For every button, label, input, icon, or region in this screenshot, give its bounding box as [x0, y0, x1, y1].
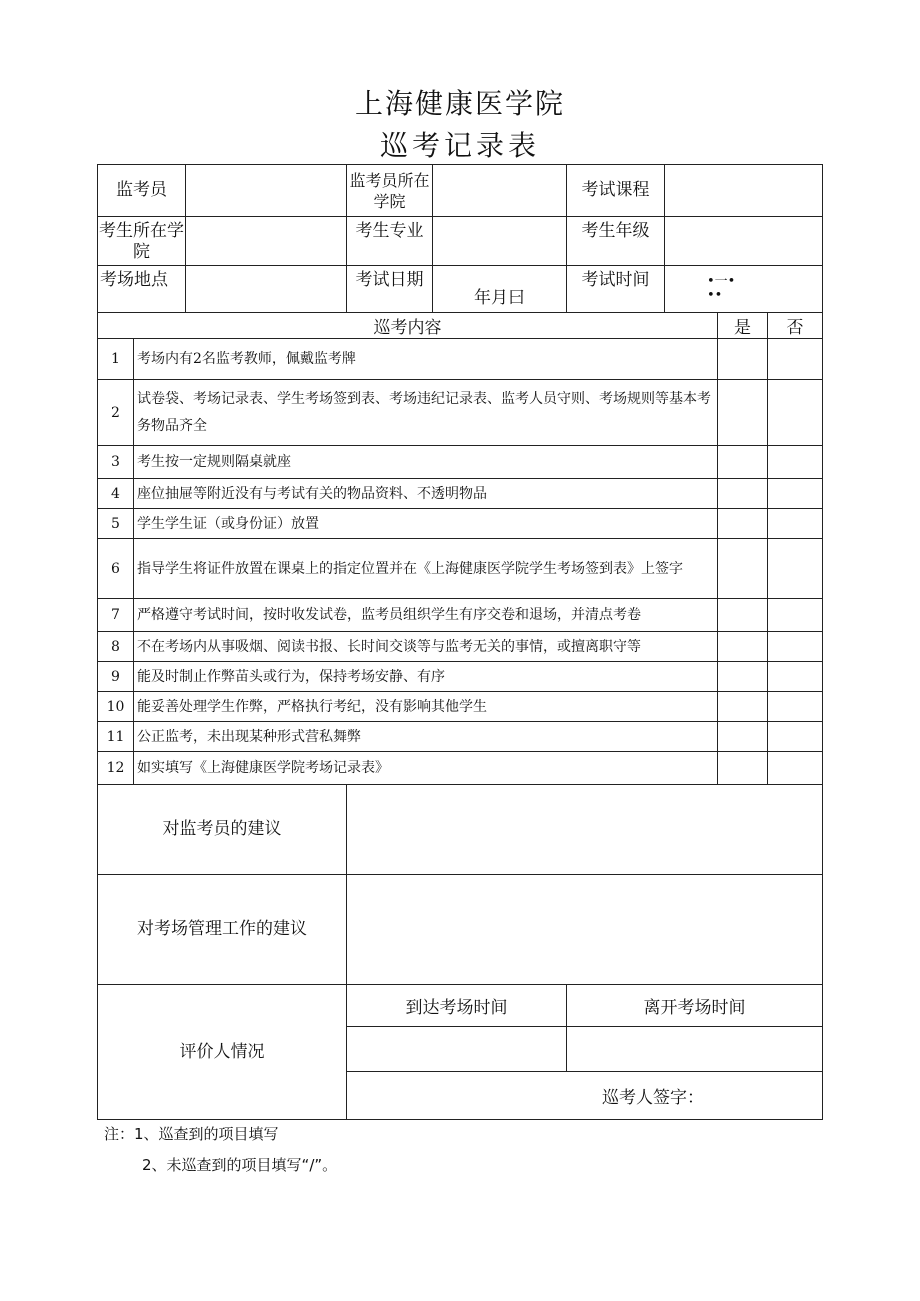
- table-row: [98, 752, 823, 785]
- student-college-label: 考生所在学院: [98, 217, 186, 266]
- no-cell[interactable]: [768, 692, 823, 722]
- leave-time-label: 离开考场时间: [567, 985, 823, 1027]
- grade-label: 考生年级: [567, 217, 665, 266]
- note-2: 2、未巡查到的项目填写“/”。: [142, 1156, 338, 1174]
- table-row: [98, 599, 823, 632]
- suggest-invigilator-field[interactable]: [347, 785, 823, 875]
- time-value-2: ••: [707, 288, 723, 303]
- time-value-1: •一•: [707, 274, 736, 289]
- suggest-invigilator-label: 对监考员的建议: [98, 785, 347, 875]
- major-label: 考生专业: [347, 217, 433, 266]
- item-number: 4: [98, 479, 134, 509]
- evaluation-label: 评价人情况: [98, 985, 347, 1120]
- item-number: 10: [98, 692, 134, 722]
- item-text: 学生学生证（或身份证）放置: [134, 509, 718, 539]
- item-number: 8: [98, 632, 134, 662]
- patrol-record-table: [97, 164, 823, 1120]
- table-row: [98, 509, 823, 539]
- yes-cell[interactable]: [718, 752, 768, 785]
- no-cell[interactable]: [768, 752, 823, 785]
- invigilator-college-field[interactable]: [433, 165, 567, 217]
- no-cell[interactable]: [768, 599, 823, 632]
- table-row: [98, 380, 823, 446]
- exam-time-field[interactable]: [665, 266, 823, 313]
- table-row: [98, 539, 823, 599]
- table-row: [98, 692, 823, 722]
- location-field[interactable]: [186, 266, 347, 313]
- item-text: 考场内有2名监考教师，佩戴监考牌: [134, 339, 718, 380]
- course-label: 考试课程: [567, 165, 665, 217]
- item-text: 能妥善处理学生作弊，严格执行考纪，没有影响其他学生: [134, 692, 718, 722]
- yes-cell[interactable]: [718, 479, 768, 509]
- yes-cell[interactable]: [718, 692, 768, 722]
- no-cell[interactable]: [768, 339, 823, 380]
- item-number: 12: [98, 752, 134, 785]
- no-cell[interactable]: [768, 380, 823, 446]
- suggest-management-field[interactable]: [347, 875, 823, 985]
- item-text: 如实填写《上海健康医学院考场记录表》: [134, 752, 718, 785]
- item-number: 1: [98, 339, 134, 380]
- no-cell[interactable]: [768, 662, 823, 692]
- signature-field[interactable]: 巡考人签字：: [347, 1072, 823, 1120]
- item-text: 能及时制止作弊苗头或行为，保持考场安静、有序: [134, 662, 718, 692]
- yes-cell[interactable]: [718, 380, 768, 446]
- page-subtitle: 巡考记录表: [379, 129, 540, 162]
- exam-date-label: 考试日期: [347, 266, 433, 313]
- no-cell[interactable]: [768, 539, 823, 599]
- yes-cell[interactable]: [718, 446, 768, 479]
- leave-time-field[interactable]: [567, 1027, 823, 1072]
- exam-time-label: 考试时间: [567, 266, 665, 313]
- exam-date-field[interactable]: 年月曰: [433, 266, 567, 313]
- grade-field[interactable]: [665, 217, 823, 266]
- item-number: 7: [98, 599, 134, 632]
- item-text: 座位抽屉等附近没有与考试有关的物品资料、不透明物品: [134, 479, 718, 509]
- course-field[interactable]: [665, 165, 823, 217]
- yes-cell[interactable]: [718, 599, 768, 632]
- location-label: 考场地点: [98, 266, 186, 313]
- item-text: 考生按一定规则隔桌就座: [134, 446, 718, 479]
- item-number: 9: [98, 662, 134, 692]
- suggest-management-label: 对考场管理工作的建议: [98, 875, 347, 985]
- invigilator-college-label: 监考员所在学院: [347, 165, 433, 217]
- no-cell[interactable]: [768, 446, 823, 479]
- yes-header: 是: [718, 313, 768, 339]
- yes-cell[interactable]: [718, 722, 768, 752]
- item-text: 公正监考，未出现某种形式营私舞弊: [134, 722, 718, 752]
- item-number: 3: [98, 446, 134, 479]
- no-cell[interactable]: [768, 479, 823, 509]
- item-text: 严格遵守考试时间，按时收发试卷，监考员组织学生有序交卷和退场，并清点考卷: [134, 599, 718, 632]
- item-text: 试卷袋、考场记录表、学生考场签到表、考场违纪记录表、监考人员守则、考场规则等基本考务物品齐全: [134, 380, 718, 446]
- item-number: 5: [98, 509, 134, 539]
- item-text: 不在考场内从事吸烟、阅读书报、长时间交谈等与监考无关的事情，或擅离职守等: [134, 632, 718, 662]
- no-cell[interactable]: [768, 632, 823, 662]
- table-row: [98, 446, 823, 479]
- no-cell[interactable]: [768, 509, 823, 539]
- yes-cell[interactable]: [718, 509, 768, 539]
- item-number: 2: [98, 380, 134, 446]
- table-row: [98, 722, 823, 752]
- invigilator-label: 监考员: [98, 165, 186, 217]
- arrive-time-field[interactable]: [347, 1027, 567, 1072]
- item-number: 11: [98, 722, 134, 752]
- student-college-field[interactable]: [186, 217, 347, 266]
- item-number: 6: [98, 539, 134, 599]
- checklist-header: 巡考内容: [98, 313, 718, 339]
- no-header: 否: [768, 313, 823, 339]
- yes-cell[interactable]: [718, 539, 768, 599]
- arrive-time-label: 到达考场时间: [347, 985, 567, 1027]
- yes-cell[interactable]: [718, 662, 768, 692]
- yes-cell[interactable]: [718, 339, 768, 380]
- page-title: 上海健康医学院: [354, 87, 565, 120]
- major-field[interactable]: [433, 217, 567, 266]
- item-text: 指导学生将证件放置在课桌上的指定位置并在《上海健康医学院学生考场签到表》上签字: [134, 539, 718, 599]
- invigilator-field[interactable]: [186, 165, 347, 217]
- table-row: [98, 339, 823, 380]
- note-1: 注：1、巡查到的项目填写: [104, 1125, 279, 1143]
- table-row: [98, 662, 823, 692]
- no-cell[interactable]: [768, 722, 823, 752]
- table-row: [98, 632, 823, 662]
- yes-cell[interactable]: [718, 632, 768, 662]
- table-row: [98, 479, 823, 509]
